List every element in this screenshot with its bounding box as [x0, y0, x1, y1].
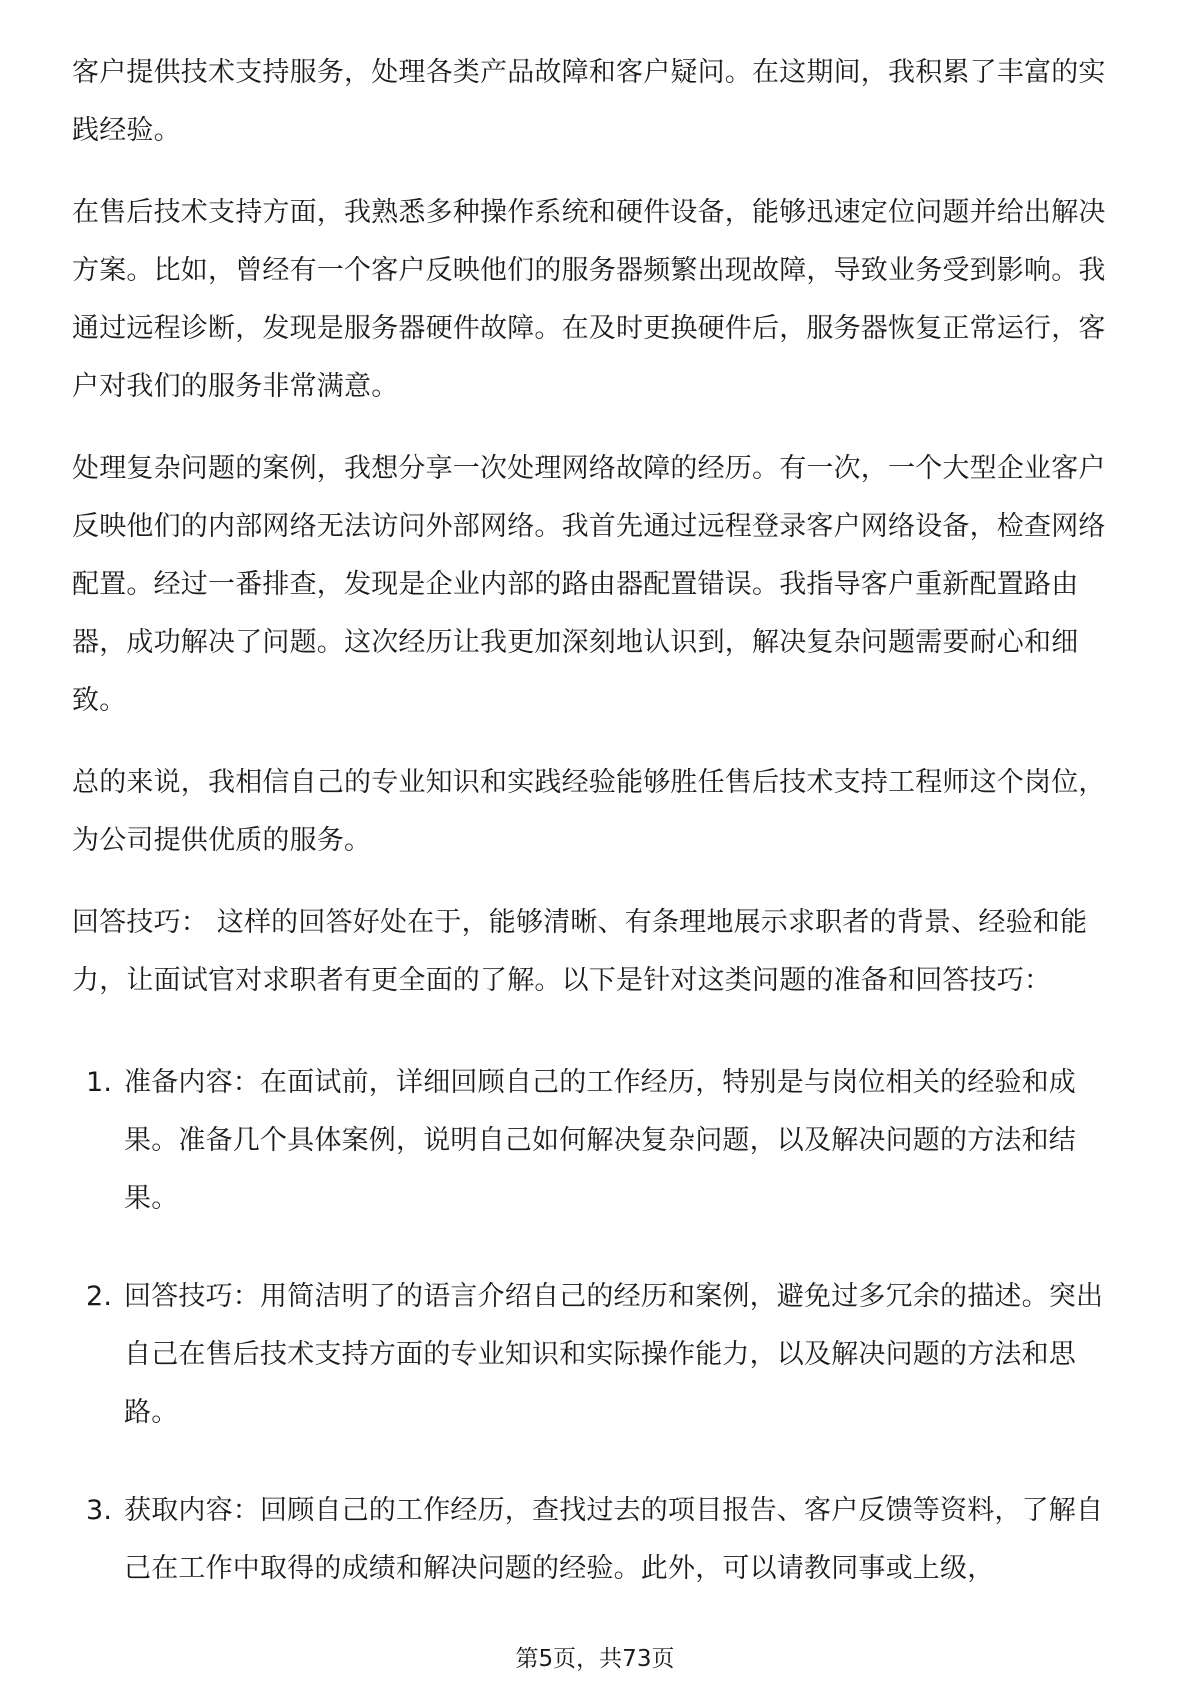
paragraph: 客户提供技术支持服务，处理各类产品故障和客户疑问。在这期间，我积累了丰富的实践经验。: [72, 57, 1106, 146]
list-item-text: 准备内容：在面试前，详细回顾自己的工作经历，特别是与岗位相关的经验和成果。准备几个具体案例，说明自己如何解决复杂问题，以及解决问题的方法和结果。: [124, 1067, 1076, 1214]
tips-list: [72, 1054, 1122, 1598]
list-item: [72, 1482, 1122, 1598]
list-item-text: 回答技巧：用简洁明了的语言介绍自己的经历和案例，避免过多冗余的描述。突出自己在售后技术支持方面的专业知识和实际操作能力，以及解决问题的方法和思路。: [124, 1281, 1104, 1428]
document-body: [72, 44, 1122, 1638]
list-number: 1.: [86, 1067, 113, 1098]
page-footer: 第5页，共73页: [515, 1646, 675, 1672]
list-number: 2.: [86, 1281, 113, 1312]
list-number: 3.: [86, 1495, 113, 1526]
list-item: [72, 1268, 1122, 1442]
paragraph: 处理复杂问题的案例，我想分享一次处理网络故障的经历。有一次，一个大型企业客户反映他们的内部网络无法访问外部网络。我首先通过远程登录客户网络设备，检查网络配置。经过一番排查，发现是企业内部的路由器配置错误。我指导客户重新配置路由器，成功解决了问题。这次经历让我更加深刻地认识到，解决复杂问题需要耐心和细致。: [72, 453, 1106, 716]
list-item: [72, 1054, 1122, 1228]
answer-tips-paragraph: 回答技巧： 这样的回答好处在于，能够清晰、有条理地展示求职者的背景、经验和能力，让面试官对求职者有更全面的了解。以下是针对这类问题的准备和回答技巧：: [72, 907, 1088, 996]
list-item-text: 获取内容：回顾自己的工作经历，查找过去的项目报告、客户反馈等资料，了解自己在工作中取得的成绩和解决问题的经验。此外，可以请教同事或上级，: [124, 1495, 1104, 1584]
paragraph: 在售后技术支持方面，我熟悉多种操作系统和硬件设备，能够迅速定位问题并给出解决方案。比如，曾经有一个客户反映他们的服务器频繁出现故障，导致业务受到影响。我通过远程诊断，发现是服务器硬件故障。在及时更换硬件后，服务器恢复正常运行，客户对我们的服务非常满意。: [72, 197, 1106, 402]
paragraph: 总的来说，我相信自己的专业知识和实践经验能够胜任售后技术支持工程师这个岗位，为公司提供优质的服务。: [72, 767, 1106, 856]
